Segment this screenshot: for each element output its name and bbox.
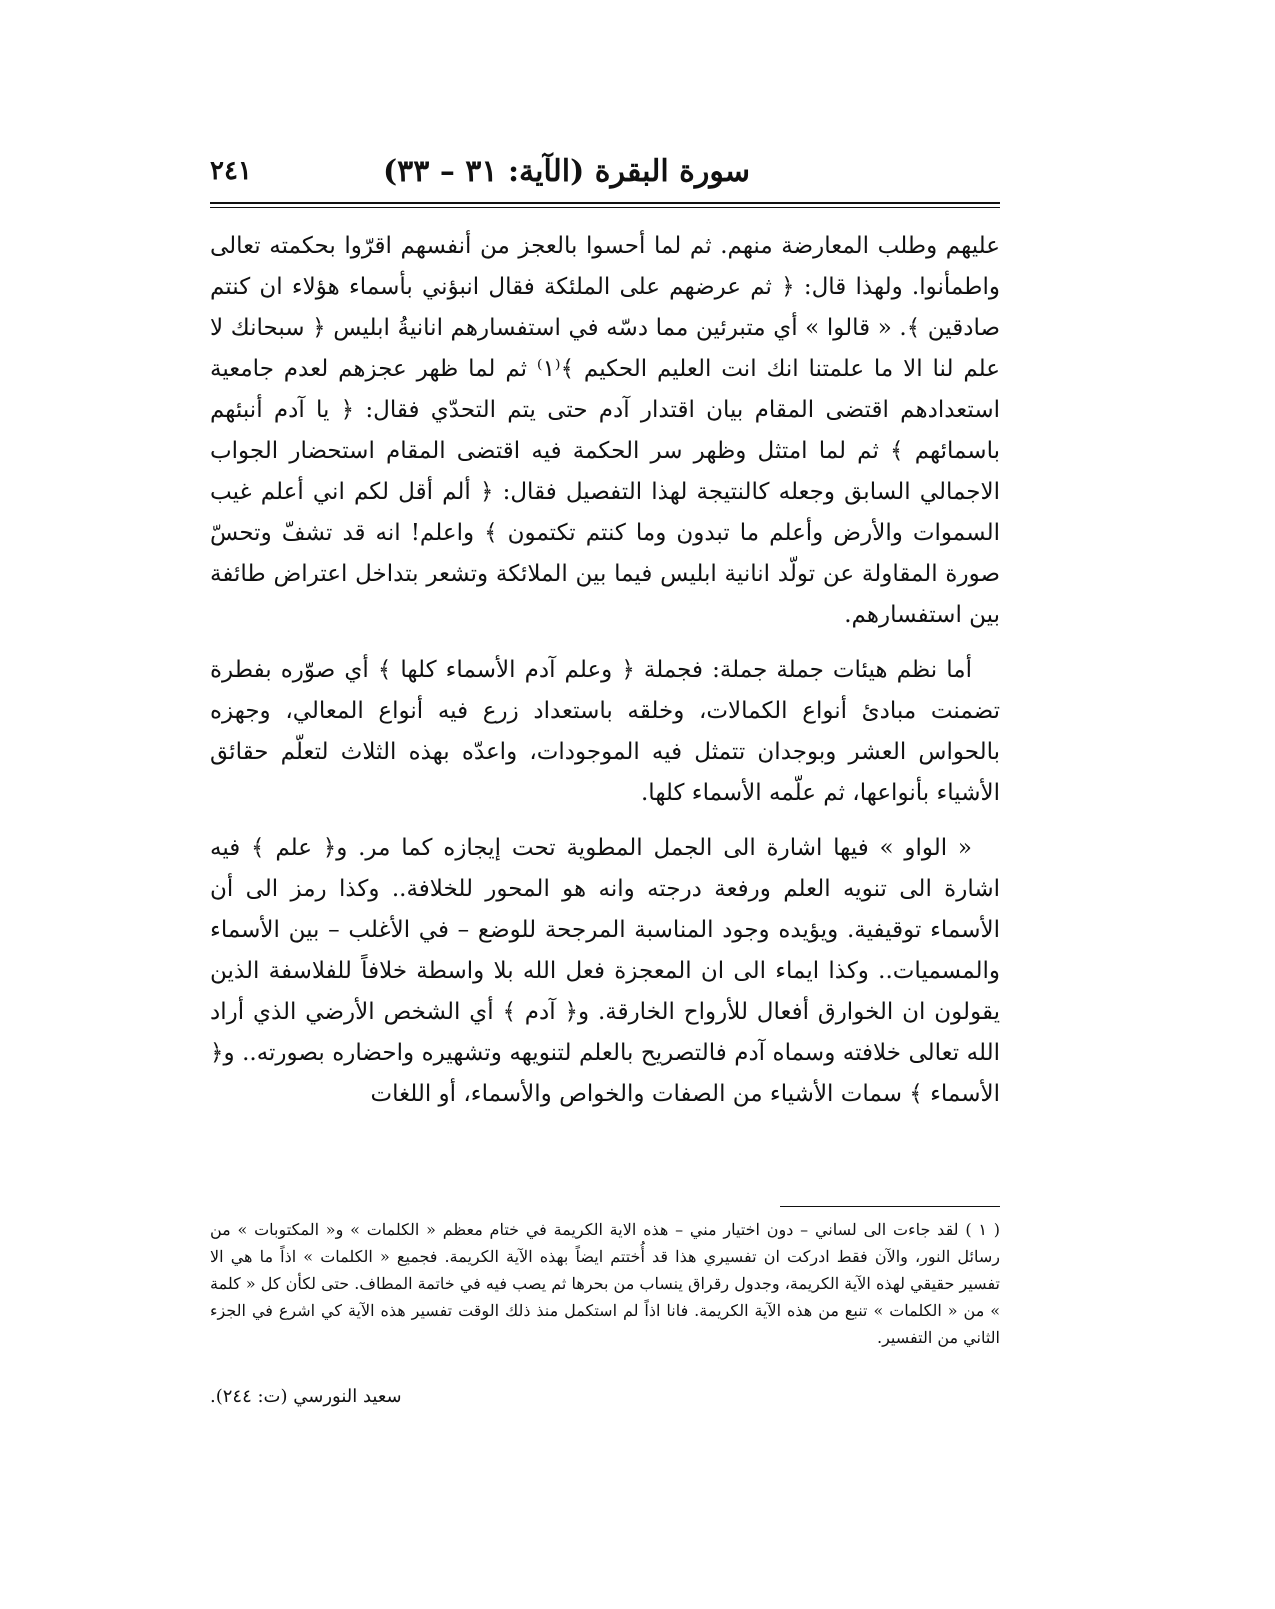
- page-number: ٢٤١: [210, 156, 252, 186]
- paragraph: أما نظم هيئات جملة جملة: فجملة ﴿ وعلم آدم الأسماء كلها ﴾ أي صوّره بفطرة تضمنت مبادئ أنواع الكمالات، وخلقه باستعداد زرع فيه أنواع المعالي، وجهزه بالحواس العشر وبوجدان تتمثل فيه الموجودات، واعدّه بهذه الثلاث لتعلّم حقائق الأشياء بأنواعها، ثم علّمه الأسماء كلها.: [210, 657, 1000, 806]
- footnote-separator: [780, 1206, 1000, 1207]
- paragraph: « الواو » فيها اشارة الى الجمل المطوية تحت إيجازه كما مر. و﴿ علم ﴾ فيه اشارة الى تنويه العلم ورفعة درجته وانه هو المحور للخلافة.. وكذا رمز الى أن الأسماء توقيفية. ويؤيده وجود المناسبة المرجحة للوضع – في الأغلب – بين الأسماء والمسميات.. وكذا ايماء الى ان المعجزة فعل الله بلا واسطة خلافاً للفلاسفة الذين يقولون ان الخوارق أفعال للأرواح الخارقة. و﴿ آدم ﴾ أي الشخص الأرضي الذي أراد الله تعالى خلافته وسماه آدم فالتصريح بالعلم لتنويهه وتشهيره واحضاره بصورته.. و﴿ الأسماء ﴾ سمات الأشياء من الصفات والخواص والأسماء، أو اللغات: [210, 835, 1000, 1107]
- footnote-signature: سعيد النورسي (ت: ٢٤٤).: [210, 1386, 402, 1407]
- main-text: [210, 226, 1000, 1129]
- chapter-title: سورة البقرة (الآية: ٣١ – ٣٣): [382, 154, 750, 189]
- page-header: [210, 150, 1000, 198]
- book-page: [210, 150, 1001, 1407]
- footnote: ( ١ ) لقد جاءت الى لساني – دون اختيار مني – هذه الاية الكريمة في ختام معظم « الكلمات » و« المكتوبات » من رسائل النور، والآن فقط ادركت ان تفسيري هذا قد أُختتم ايضاً بهذه الآية الكريمة. فجميع « الكلمات » اذاً ما هي الا تفسير حقيقي لهذه الآية الكريمة، وجدول رقراق ينساب من بحرها ثم يصب فيه في خاتمة المطاف. حتى لكأن كل « كلمة » من « الكلمات » تنبع من هذه الآية الكريمة. فانا اذاً لم استكمل منذ ذلك الوقت تفسير هذه الآية كي اشرع في الجزء الثاني من التفسير.: [210, 1220, 1001, 1347]
- header-rule-thin: [210, 207, 1000, 208]
- header-rule: [210, 202, 1000, 204]
- paragraph: عليهم وطلب المعارضة منهم. ثم لما أحسوا بالعجز من أنفسهم اقرّوا بحكمته تعالى واطمأنوا. ولهذا قال: ﴿ ثم عرضهم على الملئكة فقال انبؤني بأسماء هؤلاء ان كنتم صادقين ﴾. « قالوا » أي متبرئين مما دسّه في استفسارهم انانيةُ ابليس ﴿ سبحانك لا علم لنا الا ما علمتنا انك انت العليم الحكيم ﴾⁽١⁾ ثم لما ظهر عجزهم لعدم جامعية استعدادهم اقتضى المقام بيان اقتدار آدم حتى يتم التحدّي فقال: ﴿ يا آدم أنبئهم باسمائهم ﴾ ثم لما امتثل وظهر سر الحكمة فيه اقتضى المقام استحضار الجواب الاجمالي السابق وجعله كالنتيجة لهذا التفصيل فقال: ﴿ ألم أقل لكم اني أعلم غيب السموات والأرض وأعلم ما تبدون وما كنتم تكتمون ﴾ واعلم! انه قد تشفّ وتحسّ صورة المقاولة عن تولّد انانية ابليس فيما بين الملائكة وتشعر بتداخل اعتراض طائفة بين استفسارهم.: [210, 233, 1000, 628]
